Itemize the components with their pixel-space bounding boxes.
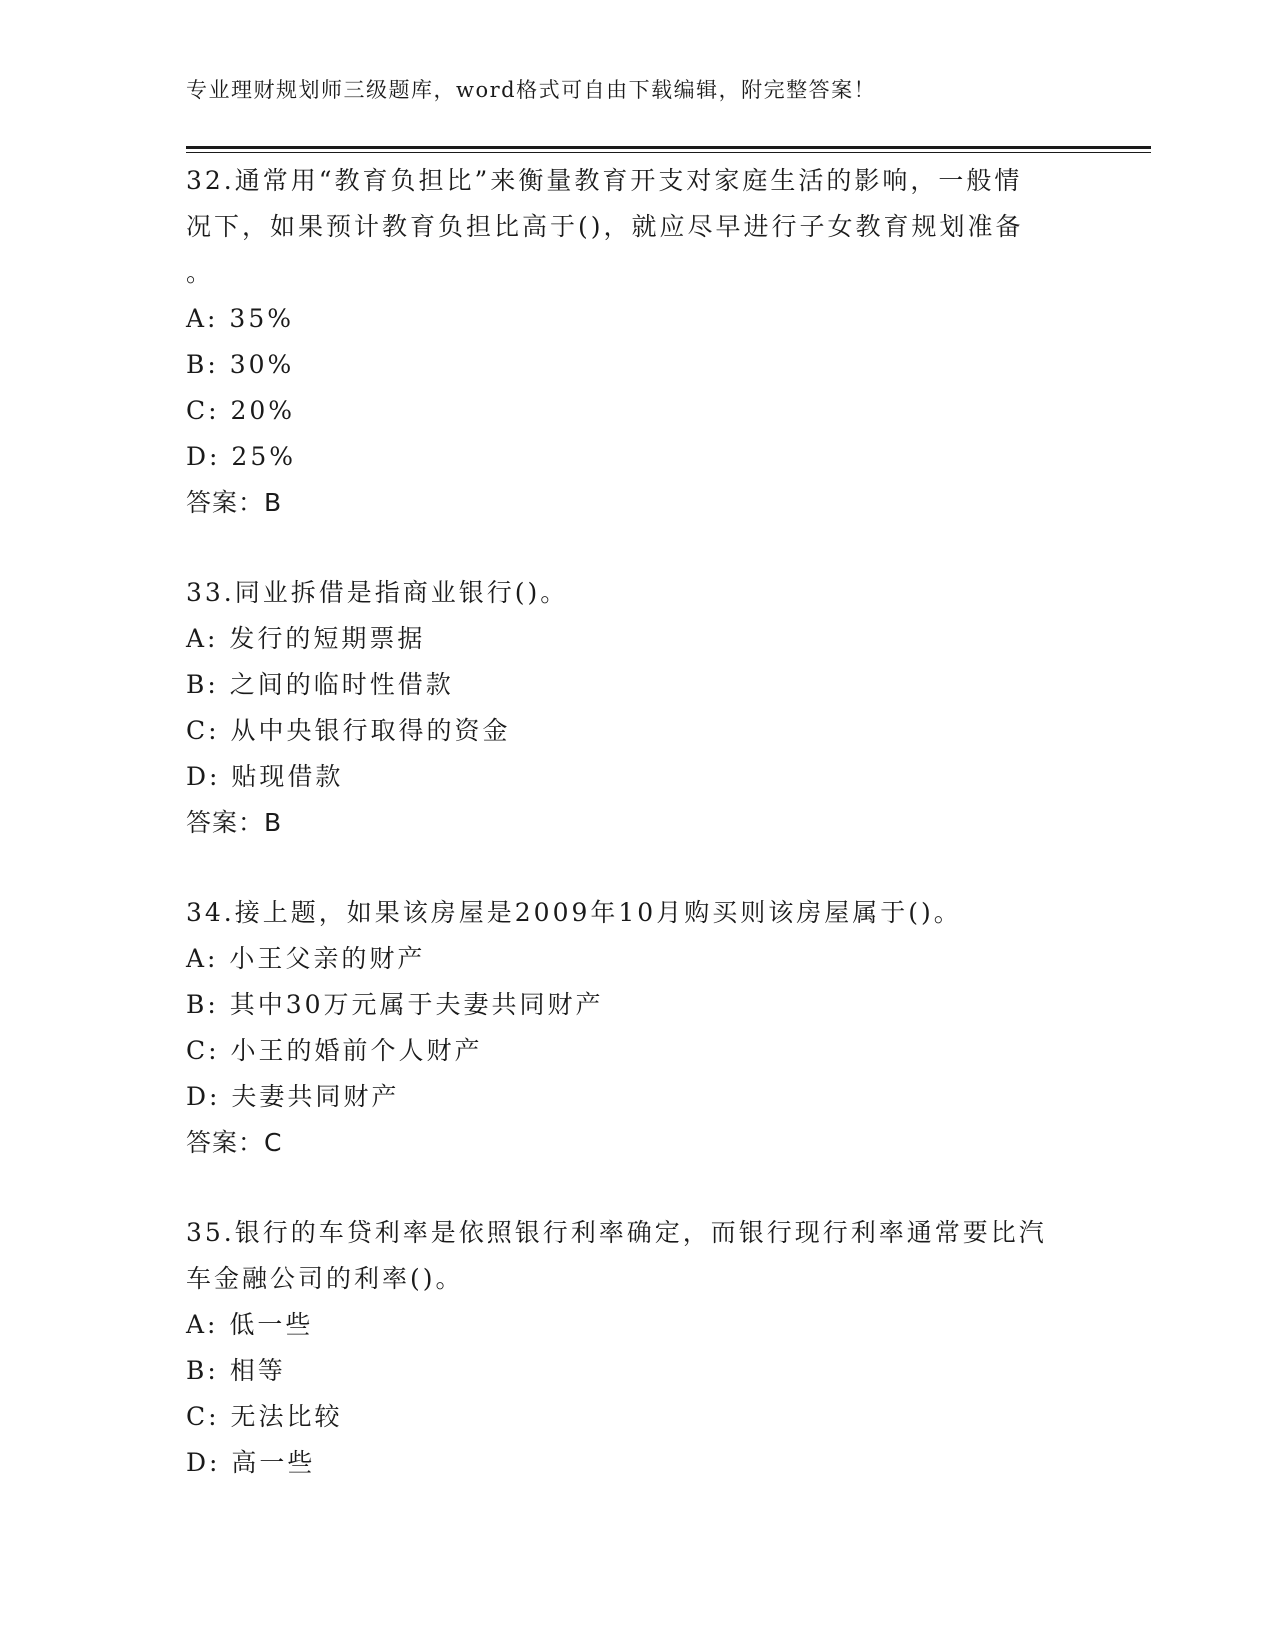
option-d: D: 25%: [186, 442, 296, 471]
header-rule-thick: [186, 146, 1151, 149]
question-list: [186, 158, 1066, 1486]
header-rule-thin: [186, 152, 1151, 153]
question-text-line: 32.通常用“教育负担比”来衡量教育开支对家庭生活的影响，一般情: [186, 166, 1023, 195]
question-text-line: 况下，如果预计教育负担比高于()，就应尽早进行子女教育规划准备: [186, 212, 1024, 241]
option-a: A: 小王父亲的财产: [186, 944, 426, 973]
option-b: B: 其中30万元属于夫妻共同财产: [186, 990, 604, 1019]
option-a: A: 发行的短期票据: [186, 624, 426, 653]
option-b: B: 30%: [186, 350, 295, 379]
question-text-line: 车金融公司的利率()。: [186, 1264, 464, 1293]
option-c: C: 20%: [186, 396, 296, 425]
question-block: [186, 890, 1066, 1166]
question-text-line: 。: [186, 258, 215, 287]
option-d: D: 夫妻共同财产: [186, 1082, 400, 1111]
question-block: [186, 158, 1066, 526]
option-c: C: 从中央银行取得的资金: [186, 716, 511, 745]
answer: 答案：B: [186, 808, 283, 837]
page-header: 专业理财规划师三级题库，word格式可自由下载编辑，附完整答案！: [186, 78, 877, 102]
spacer: [186, 1166, 1066, 1210]
answer: 答案：C: [186, 1128, 283, 1157]
spacer: [186, 526, 1066, 570]
spacer: [186, 846, 1066, 890]
question-block: [186, 1210, 1066, 1486]
answer: 答案：B: [186, 488, 283, 517]
option-b: B: 相等: [186, 1356, 286, 1385]
option-c: C: 无法比较: [186, 1402, 343, 1431]
question-text-line: 33.同业拆借是指商业银行()。: [186, 578, 569, 607]
option-b: B: 之间的临时性借款: [186, 670, 454, 699]
question-block: [186, 570, 1066, 846]
option-a: A: 低一些: [186, 1310, 314, 1339]
option-a: A: 35%: [186, 304, 294, 333]
question-text-line: 34.接上题，如果该房屋是2009年10月购买则该房屋属于()。: [186, 898, 962, 927]
option-d: D: 高一些: [186, 1448, 316, 1477]
option-c: C: 小王的婚前个人财产: [186, 1036, 483, 1065]
question-text-line: 35.银行的车贷利率是依照银行利率确定，而银行现行利率通常要比汽: [186, 1218, 1047, 1247]
option-d: D: 贴现借款: [186, 762, 344, 791]
